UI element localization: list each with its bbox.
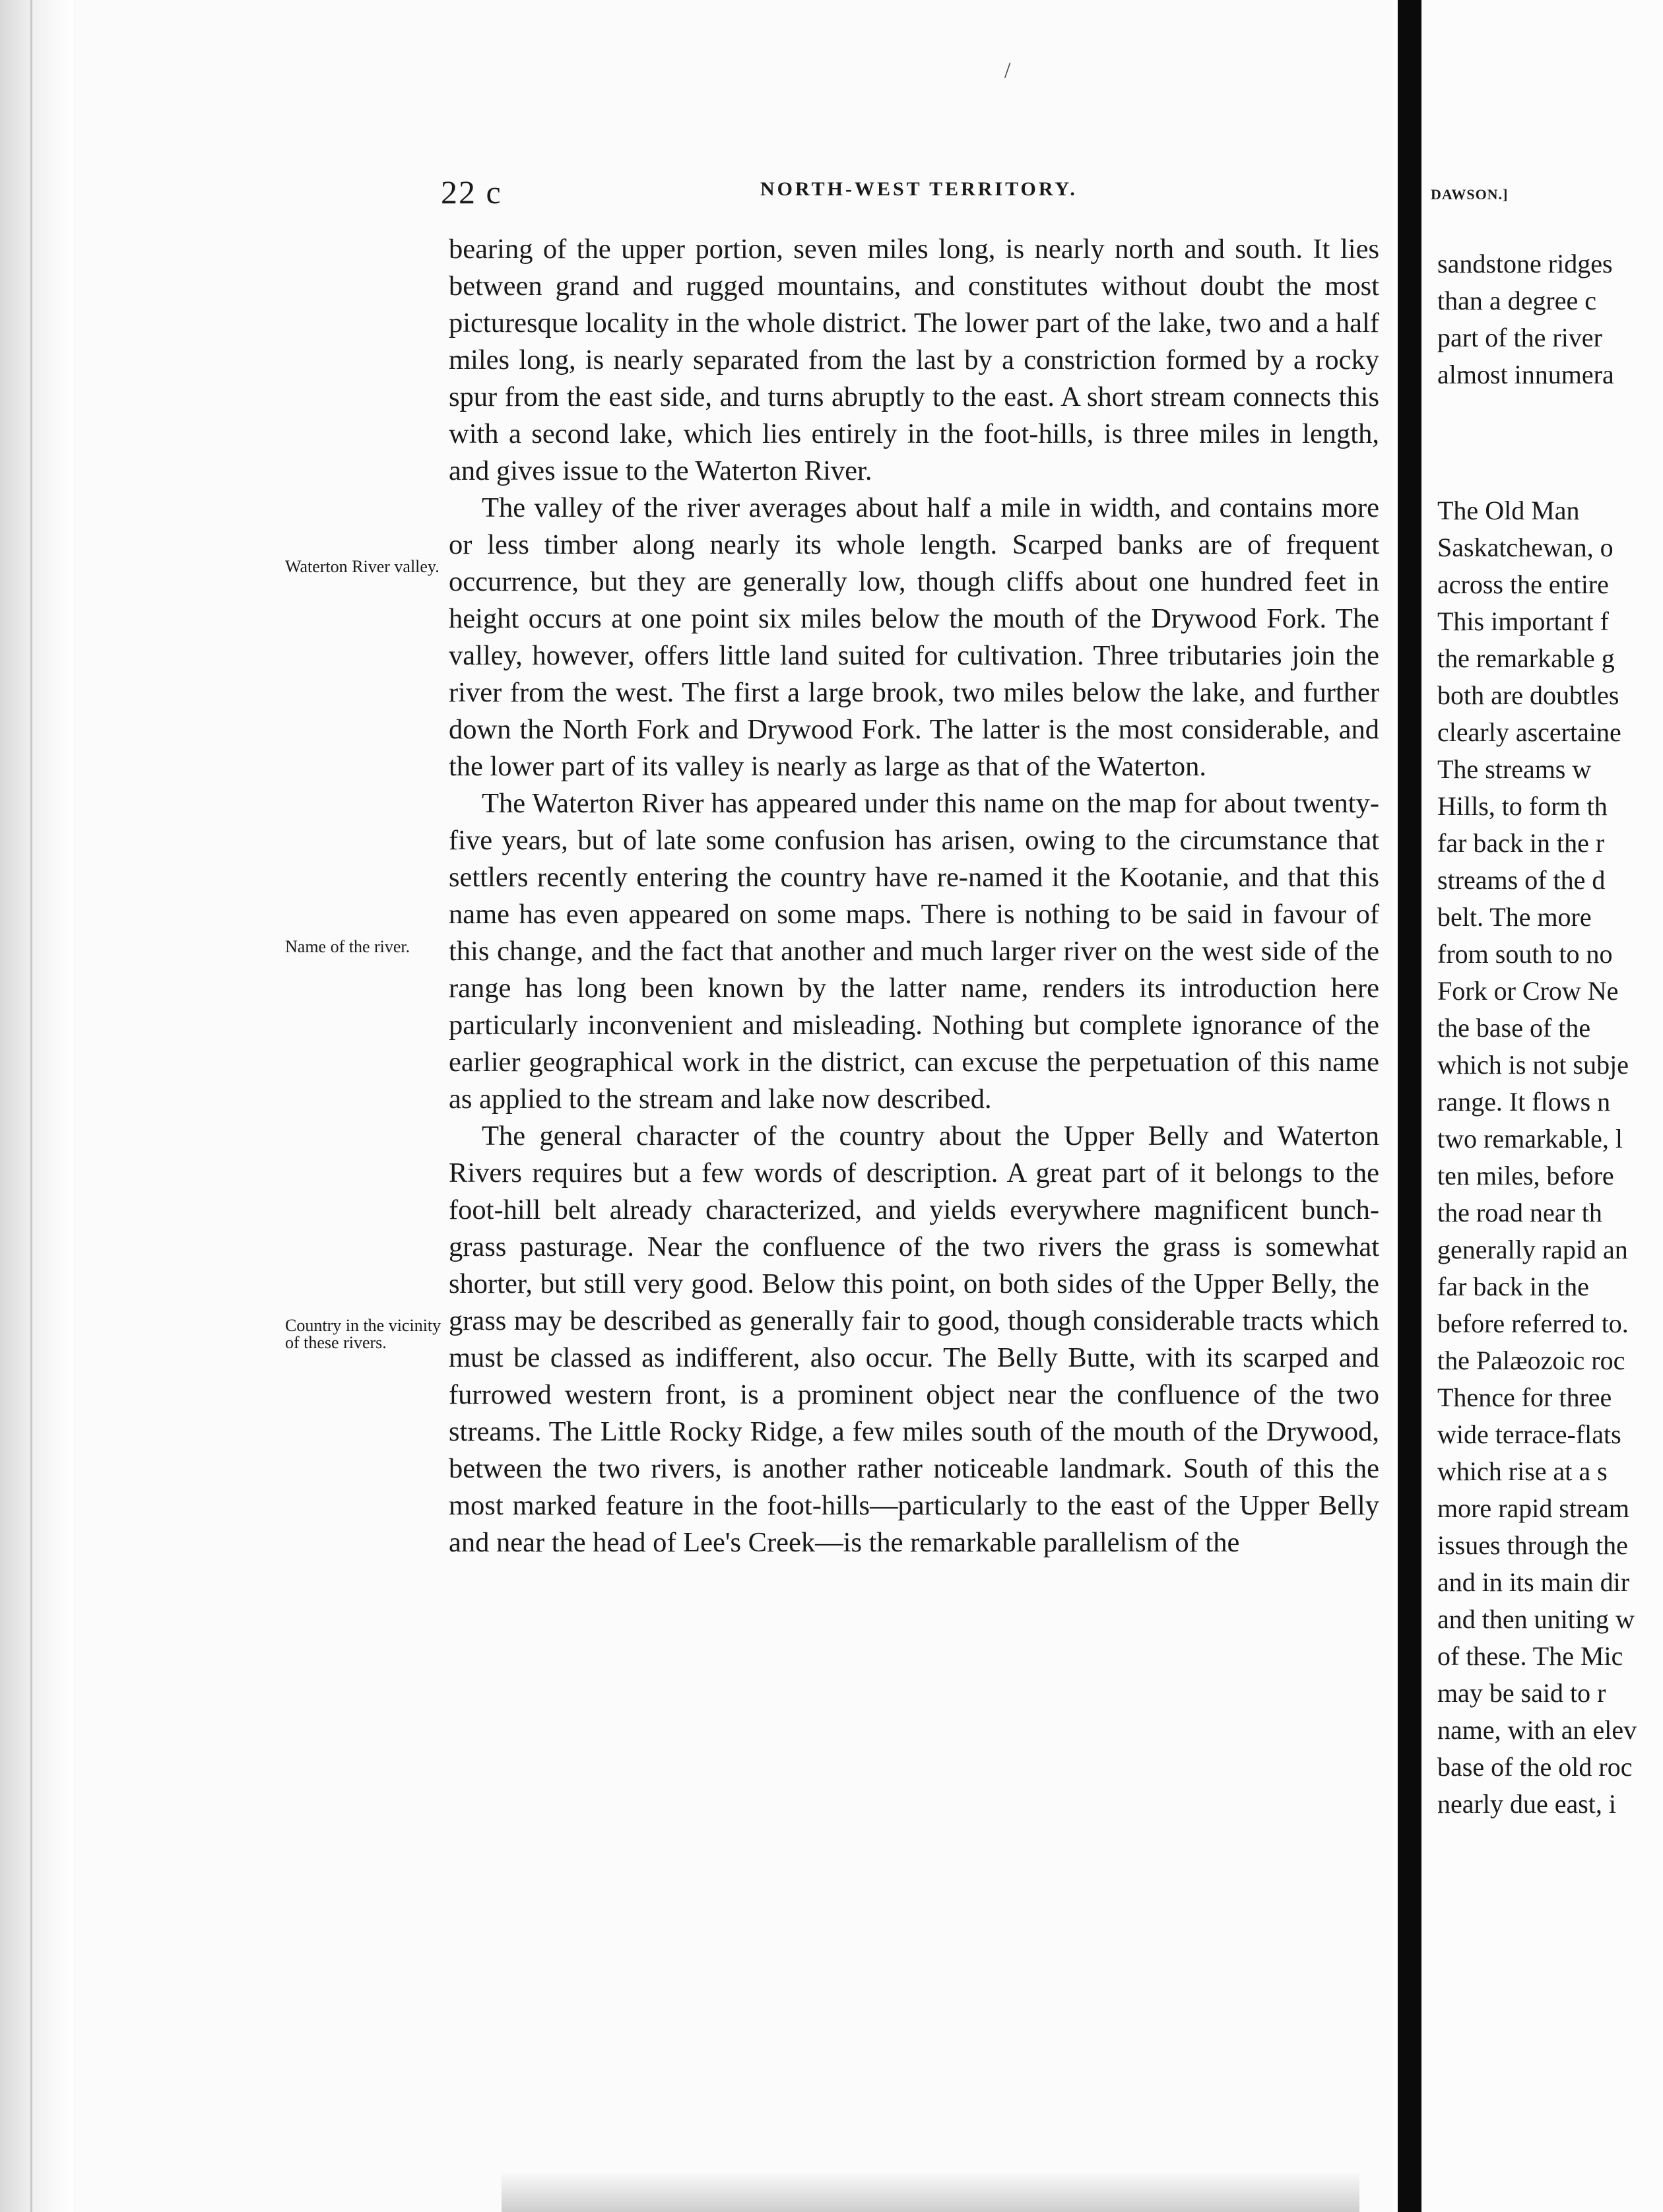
text-line: name, with an elev [1437,1715,1637,1745]
right-page-text-main [1437,492,1663,1823]
bottom-scan-shadow [502,2171,1359,2212]
text-line: issues through the [1437,1530,1628,1560]
sidenote-country-vicinity: Country in the vicinity of these rivers. [285,1316,441,1352]
text-line: which rise at a s [1437,1456,1608,1486]
text-line: belt. The more [1437,902,1592,932]
text-line: far back in the r [1437,828,1605,858]
text-line: which is not subje [1437,1050,1629,1080]
right-page [1421,0,1663,2212]
right-page-text-top [1437,245,1663,393]
text-line: and then uniting w [1437,1604,1635,1634]
text-line: before referred to. [1437,1309,1629,1338]
text-line: ten miles, before [1437,1161,1614,1190]
binding-edge [30,0,32,2212]
text-line: streams of the d [1437,865,1606,895]
text-line: This important f [1437,606,1609,636]
paragraph: The valley of the river averages about half a mile in width, and contains more or less timber along nearly its whole length. Scarped banks are of frequent occurrence, but they are generally low, though cliffs about one hundred feet in height occurs at one point six miles below the mouth of the Drywood Fork. The valley, however, offers little land suited for cultivation. Three tributaries join the river from the west. The first a large brook, two miles below the lake, and further down the North Fork and Drywood Fork. The latter is the most considerable, and the lower part of its valley is nearly as large as that of the Waterton. [449,492,1379,782]
text-line: Hills, to form th [1437,791,1608,821]
text-line: more rapid stream [1437,1493,1629,1523]
text-line: wide terrace-flats [1437,1419,1621,1449]
text-line: the Palæozoic roc [1437,1346,1625,1375]
text-line: of these. The Mic [1437,1641,1623,1671]
binding-gutter [0,0,73,2212]
text-line: and in its main dir [1437,1567,1630,1597]
text-line: the road near th [1437,1198,1602,1227]
text-line: two remarkable, l [1437,1124,1623,1154]
text-line: The streams w [1437,754,1592,784]
paragraph: bearing of the upper portion, seven miles long, is nearly north and south. It lies between grand and rugged mountains, and constitutes without doubt the most picturesque locality in the whole district. The lower part of the lake, two and a half miles long, is nearly separated from the last by a constriction formed by a rocky spur from the east side, and turns abruptly to the east. A short stream connects this with a second lake, which lies entirely in the foot-hills, is three miles in length, and gives issue to the Waterton River. [449,234,1379,486]
body-text [449,231,1379,1561]
paragraph: The general character of the country about the Upper Belly and Waterton Rivers requires but a few words of description. A great part of it belongs to the foot-hill belt already characterized, and yields everywhere magnificent bunch-grass pasturage. Near the confluence of the two rivers the grass is somewhat shorter, but still very good. Below this point, on both sides of the Upper Belly, the grass may be described as generally fair to good, though considerable tracts which must be classed as indifferent, also occur. The Belly Butte, with its scarped and furrowed western front, is a prominent object near the confluence of the two streams. The Little Rocky Ridge, a few miles south of the mouth of the Drywood, between the two rivers, is another rather noticeable landmark. South of this the most marked feature in the foot-hills—particularly to the east of the Upper Belly and near the head of Lee's Creek—is the remarkable parallelism of the [449,1121,1379,1558]
sidenote-waterton-valley: Waterton River valley. [285,557,440,576]
text-line: Saskatchewan, o [1437,533,1614,562]
text-line: range. It flows n [1437,1087,1611,1117]
text-line: generally rapid an [1437,1235,1628,1264]
text-line: The Old Man [1437,496,1580,525]
sidenote-name-of-river: Name of the river. [285,937,410,956]
text-line: far back in the [1437,1272,1589,1301]
page-number: 22 c [441,174,502,211]
text-line: across the entire [1437,569,1609,599]
text-line: the remarkable g [1437,643,1615,673]
text-line: nearly due east, i [1437,1789,1616,1819]
running-title: NORTH-WEST TERRITORY. [760,178,1078,200]
text-line: sandstone ridges [1437,249,1613,278]
text-line: almost innumera [1437,360,1614,389]
text-line: Fork or Crow Ne [1437,976,1619,1006]
page-header [441,173,1385,212]
text-line: part of the river [1437,323,1602,352]
text-line: Thence for three [1437,1382,1612,1412]
text-line: both are doubtles [1437,680,1619,710]
text-line: than a degree c [1437,286,1596,315]
page-divider [1398,0,1421,2212]
text-line: base of the old roc [1437,1752,1633,1782]
paragraph: The Waterton River has appeared under this name on the map for about twenty-five years, but of late some confusion has arisen, owing to the circumstance that settlers recently entering the country have re-named it the Kootanie, and that this name has even appeared on some maps. There is nothing to be said in favour of this change, and the fact that another and much larger river on the west side of the range has long been known by the latter name, renders its introduction here particularly inconvenient and misleading. Nothing but complete ignorance of the earlier geographical work in the district, can excuse the perpetuation of this name as applied to the stream and lake now described. [449,788,1379,1115]
text-line: may be said to r [1437,1678,1606,1708]
right-page-header: DAWSON.] [1431,186,1509,203]
stray-ink-mark: / [1004,58,1011,82]
text-line: clearly ascertaine [1437,717,1621,747]
text-line: from south to no [1437,939,1613,969]
text-line: the base of the [1437,1013,1591,1043]
